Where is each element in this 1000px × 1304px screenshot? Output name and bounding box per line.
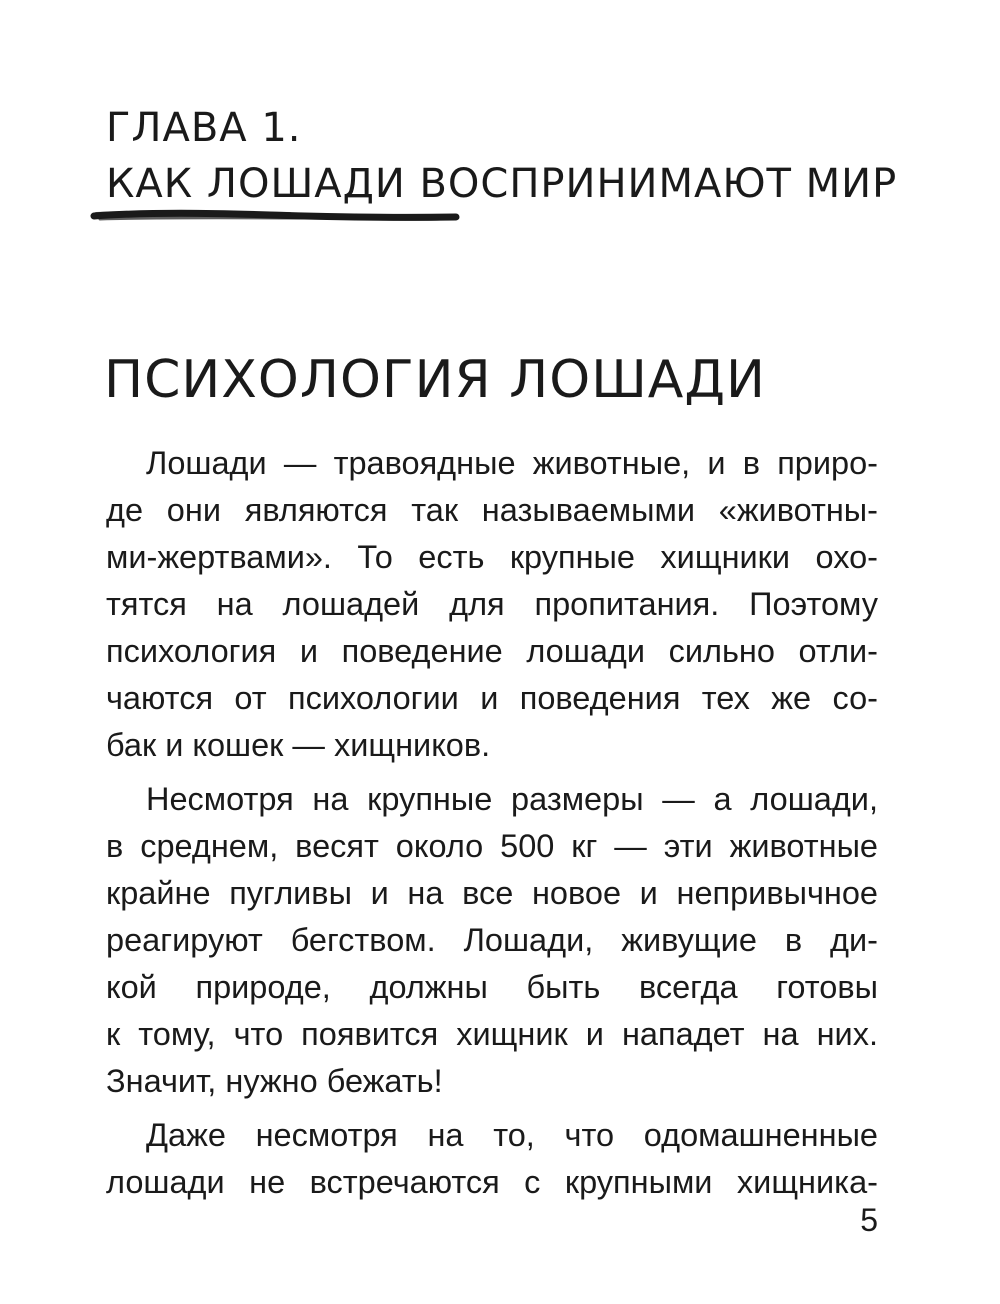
brush-underline [90, 206, 460, 226]
section-title: ПСИХОЛОГИЯ ЛОШАДИ [104, 350, 766, 410]
text-line: де они являются так называемыми «животны- [106, 492, 878, 528]
text-line: Даже несмотря на то, что одомашненные [146, 1117, 878, 1153]
text-line: Значит, нужно бежать! [106, 1063, 443, 1099]
text-line: в среднем, весят около 500 кг — эти животные [106, 828, 878, 864]
page-number: 5 [860, 1202, 878, 1238]
text-line: лошади не встречаются с крупными хищника- [106, 1164, 878, 1200]
text-line: к тому, что появится хищник и нападет на них. [106, 1016, 878, 1052]
text-line: чаются от психологии и поведения тех же со- [106, 680, 878, 716]
text-line: Лошади — травоядные животные, и в приро- [146, 445, 878, 481]
paragraph [106, 1112, 878, 1206]
text-line: Несмотря на крупные размеры — а лошади, [146, 781, 878, 817]
text-line: кой природе, должны быть всегда готовы [106, 969, 878, 1005]
chapter-label: ГЛАВА 1. [106, 105, 302, 151]
paragraph [106, 776, 878, 1105]
text-line: крайне пугливы и на все новое и непривычное [106, 875, 878, 911]
text-line: психология и поведение лошади сильно отли- [106, 633, 878, 669]
text-line: тятся на лошадей для пропитания. Поэтому [106, 586, 878, 622]
text-line: бак и кошек — хищников. [106, 727, 491, 763]
text-line: реагируют бегством. Лошади, живущие в ди- [106, 922, 878, 958]
chapter-title: КАК ЛОШАДИ ВОСПРИНИМАЮТ МИР [106, 161, 898, 207]
body-text [106, 440, 878, 1206]
text-line: ми-жертвами». То есть крупные хищники охо- [106, 539, 878, 575]
paragraph [106, 440, 878, 769]
